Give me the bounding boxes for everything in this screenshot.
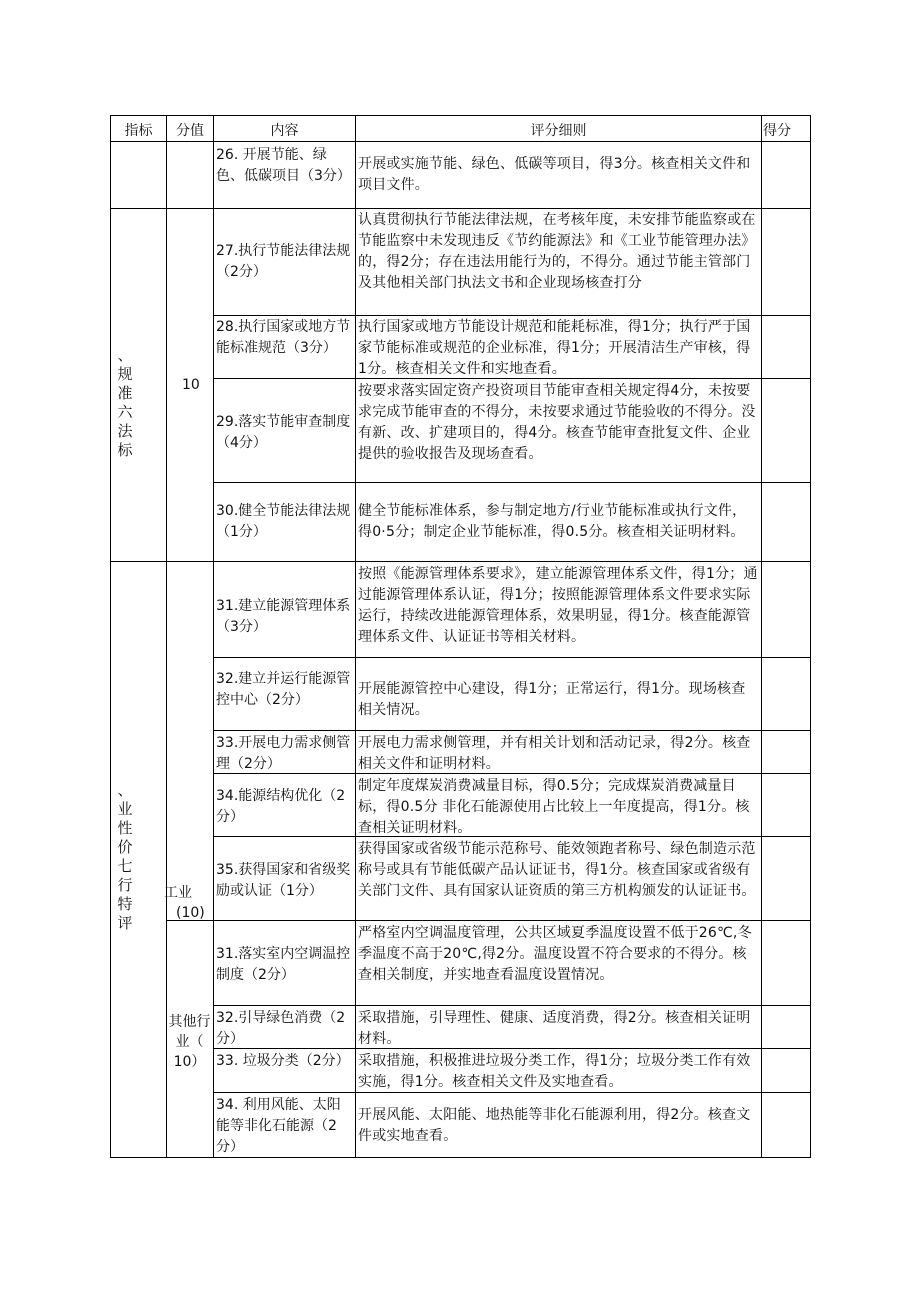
header-got: 得分 [763,123,791,139]
item-34-content: 34.能源结构优化（2分） [216,788,346,825]
section-6-label [115,346,135,460]
section-7-label-line: 性 [117,819,133,837]
other-item-33-rule: 采取措施，积极推进垃圾分类工作，得1分；垃圾分类工作有效实施，得1分。核查相关文件及实地查看。 [358,1053,751,1090]
section-6-label-line: 标 [117,441,133,459]
item-35-rule: 获得国家或省级节能示范称号、能效领跑者称号、绿色制造示范称号或具有节能低碳产品认证证书，得1分。核查国家或省级有关部门文件、具有国家认证资质的第三方机构颁发的认证证书。 [358,841,756,899]
header-indicator: 指标 [124,123,153,139]
other-item-34-content: 34. 利用风能、太阳能等非化石能源（2分） [216,1097,341,1155]
header-content: 内容 [270,123,299,139]
item-30-content: 30.健全节能法律法规（1分） [216,503,351,540]
item-29-rule: 按要求落实固定资产投资项目节能审查相关规定得4分，未按要求完成节能审查的不得分，未按要求通过节能验收的不得分。没有新、改、扩建项目的，得4分。核查节能审查批复文件、企业提供的验收报告及现场查看。 [358,383,756,462]
item-27-rule: 认真贯彻执行节能法律法规，在考核年度，未安排节能监察或在节能监察中未发现违反《节约能源法》和《工业节能管理办法》的，得2分；存在违法用能行为的，不得分。通过节能主管部门及其他相关部门执法文书和企业现场核查打分 [358,212,756,291]
item-31-content: 31.建立能源管理体系（3分） [216,598,351,635]
industry-score: (10) [176,905,205,921]
section-7-label-line: 、 [117,781,133,799]
other-item-32-rule: 采取措施，引导理性、健康、适度消费，得2分。核查相关证明材料。 [358,1010,751,1047]
item-28-content: 28.执行国家或地方节能标准规范（3分） [216,319,351,356]
section-6-label-line: 六 [117,403,133,421]
header-score: 分值 [176,123,204,139]
other-item-31-content: 31.落实室内空调温控制度（2分） [216,946,351,983]
item-26-content: 26. 开展节能、绿色、低碳项目（3分） [216,147,351,184]
other-item-34-rule: 开展风能、太阳能、地热能等非化石能源利用，得2分。核查文件或实地查看。 [358,1107,751,1144]
item-31-rule: 按照《能源管理体系要求》，建立能源管理体系文件，得1分；通过能源管理体系认证，得1分；按照能源管理体系文件要求实际运行，持续改进能源管理体系，效果明显，得1分。核查能源管理体系文件、认证证书等相关材料。 [358,566,758,645]
item-35-content: 35.获得国家和省级奖励或认证（1分） [216,862,351,899]
item-32-rule: 开展能源管控中心建设，得1分；正常运行，得1分。现场核查相关情况。 [358,681,746,718]
other-item-33-content: 33. 垃圾分类（2分） [216,1053,350,1069]
item-28-rule: 执行国家或地方节能设计规范和能耗标准，得1分；执行严于国家节能标准或规范的企业标准，得1分；开展清洁生产审核，得1分。核查相关文件和实地查看。 [358,319,751,377]
other-industry-label-line: 10） [173,1054,206,1070]
section-7-label-line: 业 [117,800,133,818]
section-7-label-line: 价 [117,838,133,856]
section-7-label-line: 特 [117,895,133,913]
section-6-label-line: 准 [117,384,133,402]
other-item-31-rule: 严格室内空调温度管理，公共区域夏季温度设置不低于26℃,冬季温度不高于20℃,得2分。温度设置不符合要求的不得分。核查相关制度，并实地查看温度设置情况。 [358,925,752,983]
section-7-label-line: 七 [117,857,133,875]
item-29-content: 29.落实节能审查制度（4分） [216,414,351,451]
other-industry-label-line: 其他行 [168,1014,211,1030]
section-7-label [115,781,135,933]
item-34-rule: 制定年度煤炭消费减量目标，得0.5分；完成煤炭消费减量目标，得0.5分 非化石能源使用占比较上一年度提高，得1分。核查相关证明材料。 [358,778,750,836]
section-7-label-line: 评 [117,914,133,932]
section-7-label-line: 行 [117,876,133,894]
other-industry-label [166,1012,213,1072]
industry-label: 工业 [164,885,192,901]
section-6-label-line: 、 [117,346,133,364]
other-item-32-content: 32.引导绿色消费（2分） [216,1010,346,1047]
other-industry-label-line: 业（ [175,1034,204,1050]
item-33-content: 33.开展电力需求侧管理（2分） [216,735,351,772]
item-26-rule: 开展或实施节能、绿色、低碳等项目，得3分。核查相关文件和项目文件。 [358,156,751,193]
item-33-rule: 开展电力需求侧管理，并有相关计划和活动记录，得2分。核查相关文件和证明材料。 [358,735,751,772]
section-6-score: 10 [182,377,200,393]
item-27-content: 27.执行节能法律法规（2分） [216,243,351,280]
section-6-label-line: 法 [117,422,133,440]
item-30-rule: 健全节能标准体系，参与制定地方/行业节能标准或执行文件，得0·5分；制定企业节能标准，得0.5分。核查相关证明材料。 [358,503,747,540]
section-6-label-line: 规 [117,365,133,383]
item-32-content: 32.建立并运行能源管控中心（2分） [216,671,351,708]
header-rules: 评分细则 [530,123,587,139]
